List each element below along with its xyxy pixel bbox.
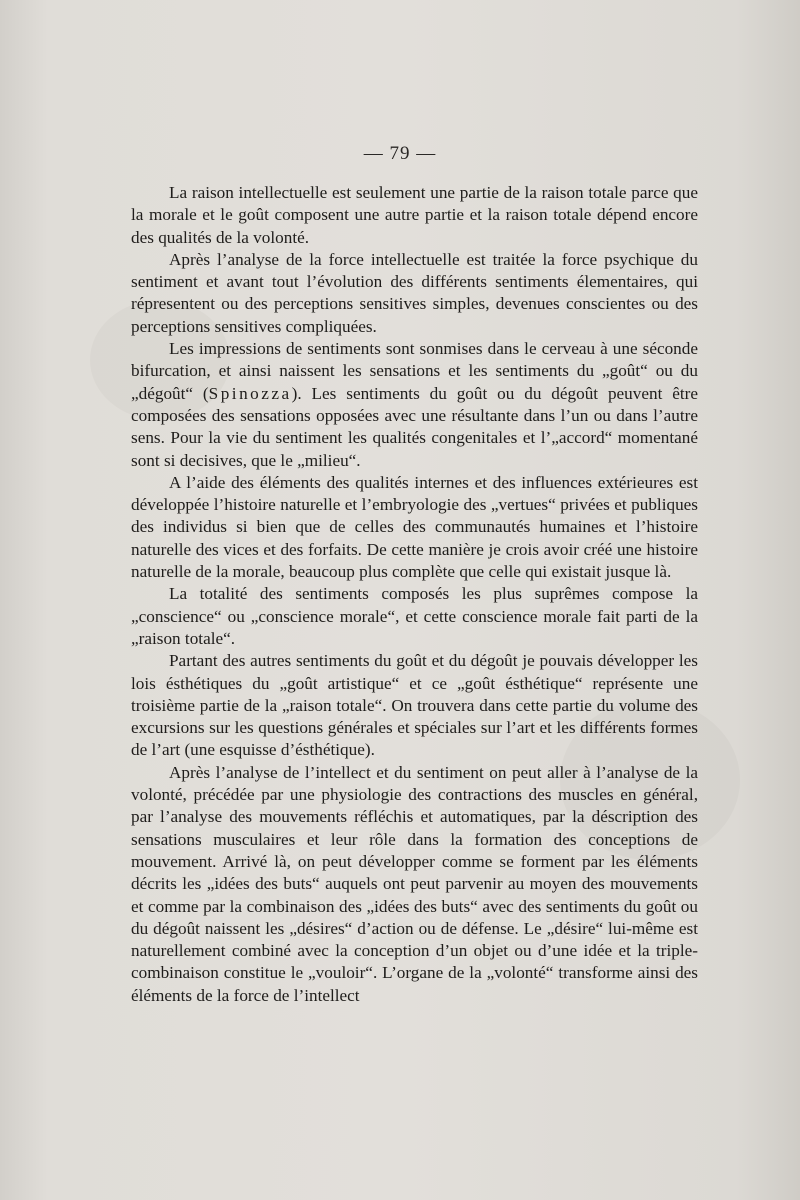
paragraph: Après l’analyse de la force intellectuelle est traitée la force psychique du sentiment et avant tout l’évolution des différents sentiments élementaires, qui répresentent ou des perceptions sensitives simples, devenues conscientes ou des perceptions sensitives compliquées. (131, 249, 698, 336)
paragraph (131, 338, 698, 472)
page-number: — 79 — (363, 143, 437, 164)
body-text (131, 182, 698, 1007)
paragraph: La raison intellectuelle est seulement une partie de la raison totale parce que la morale et le goût composent une autre partie et la raison totale dépend encore des qualités de la volonté. (131, 183, 698, 247)
paragraph: A l’aide des éléments des qualités internes et des influences extérieures est développée l’histoire naturelle et l’embryologie des „vertues“ privées et publiques des individus si bien que de celles des communautés humaines et l’histoire naturelle des vices et des forfaits. De cette manière je crois avoir créé une histoire naturelle de la morale, beaucoup plus complète que celle qui existait jusque là. (131, 472, 698, 582)
paragraph-text: Les impressions de sentiments sont sonmises dans le cerveau à une séconde bifurcation, et ainsi naissent les sensations et les sentiments du „goût“ ou du „dégoût“ ( (131, 339, 698, 403)
paragraph: Partant des autres sentiments du goût et du dégoût je pouvais développer les lois ésthétiques du „goût artistique“ et ce „goût ésthétique“ représente une troisième partie de la „raison totale“. On trouvera dans cette partie du volume des excursions sur les questions générales et spéciales sur l’art et les différents formes de l’art (une esquisse d’ésthétique). (131, 651, 698, 760)
author-name: Spinozza (208, 383, 292, 403)
paragraph-text: ). Les sentiments du goût ou du dégoût peuvent être composées des sensations opposées avec une résultante dans l’un ou dans l’autre sens. Pour la vie du sentiment les qualités congenitales et l’„accord“ momentané sont si decisives, que le „milieu“. (131, 383, 698, 470)
paragraph: Après l’analyse de l’intellect et du sentiment on peut aller à l’analyse de la volonté, précédée par une physiologie des contractions des muscles en général, par l’analyse des mouvements réfléchis et automatiques, par la déscription des sensations musculaires et leur rôle dans la formation des conceptions de mouvement. Arrivé là, on peut développer comme se forment par les éléments décrits les „idées des buts“ auquels ont peut parvenir au moyen des mouvements et comme par la combinaison des „idées des buts“ avec des sentiments du goût ou du dégoût naissent les „désires“ d’action ou de défense. Le „désire“ lui-même est naturellement combiné avec la conception d’un objet ou d’une idée et la triple-combinaison constitue le „vouloir“. L’organe de la „volonté“ transforme ainsi des éléments de la force de l’intellect (131, 762, 698, 1005)
paragraph: La totalité des sentiments composés les plus suprêmes compose la „conscience“ ou „conscience morale“, et cette conscience morale fait parti de la „raison totale“. (131, 584, 698, 648)
